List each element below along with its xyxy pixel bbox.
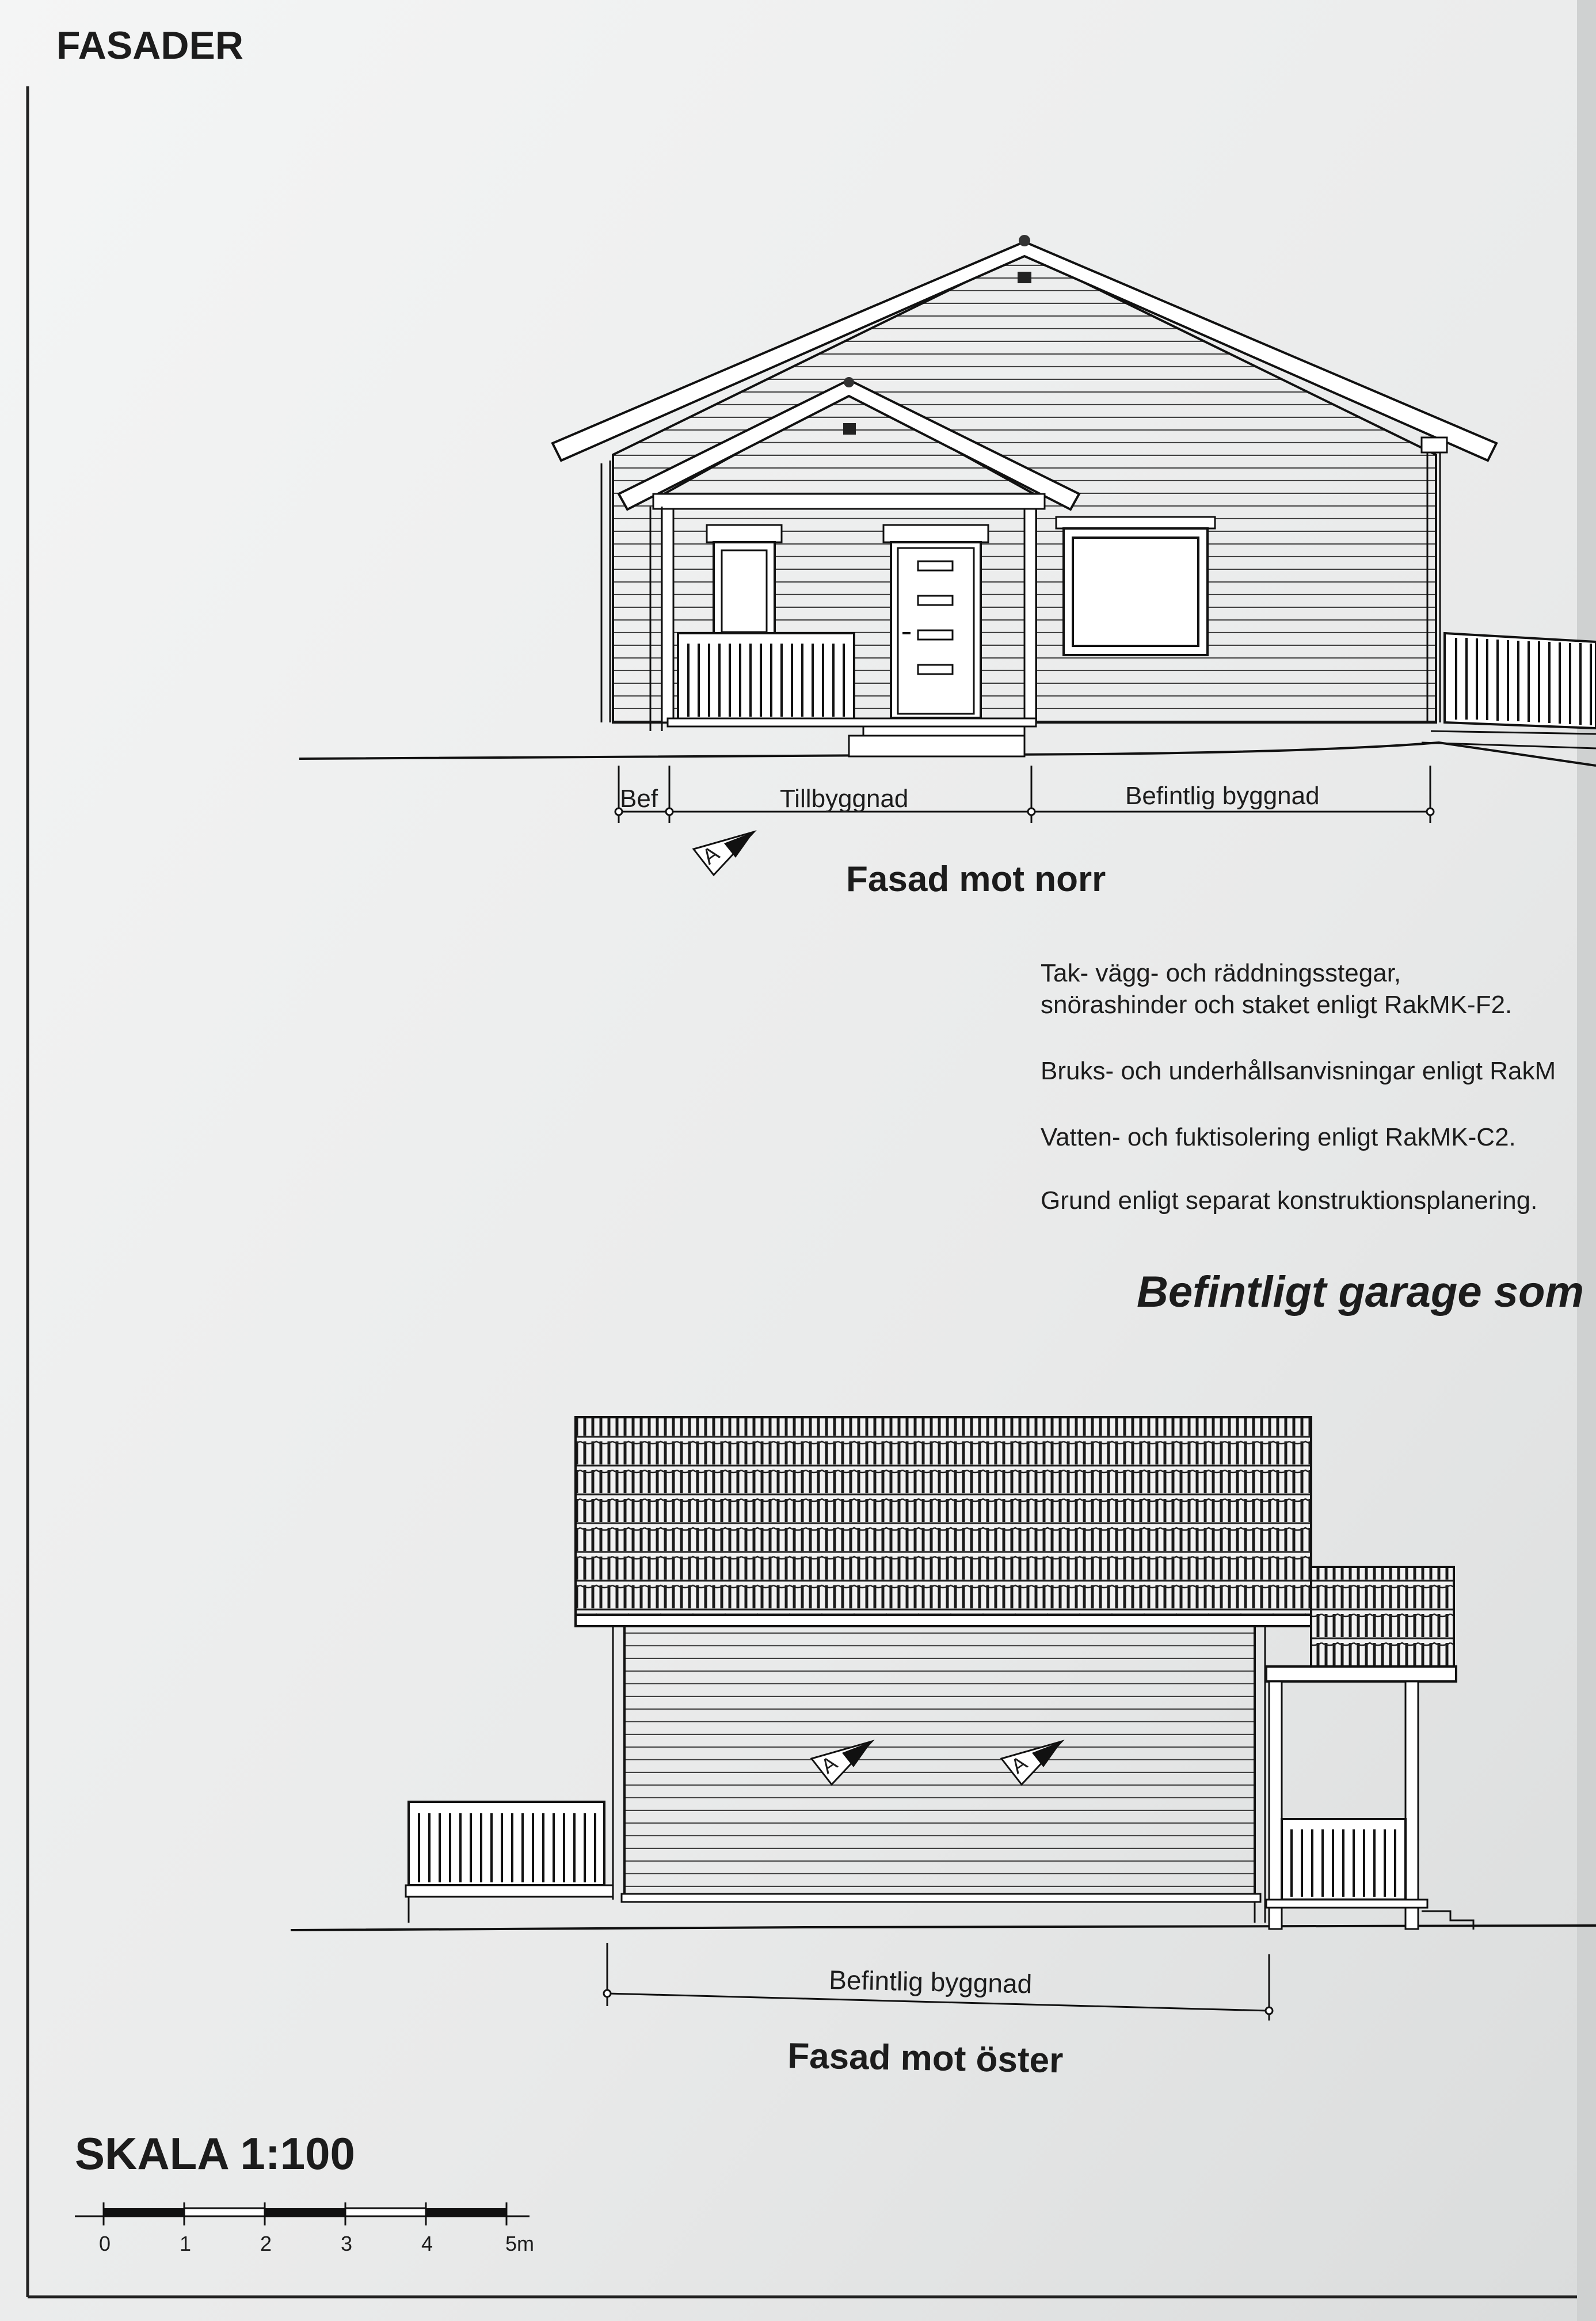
porch-step-1 (863, 726, 1024, 736)
svg-text:A: A (1006, 1751, 1031, 1779)
scale-tick-4: 4 (421, 2232, 433, 2255)
addition-ridge-cap (844, 377, 854, 387)
scale-tick-1: 1 (180, 2232, 192, 2255)
east-sill (622, 1894, 1260, 1902)
main-roof-eave (576, 1615, 1311, 1626)
porch-post-east-left (1269, 1681, 1282, 1929)
note-line-4: Vatten- och fuktisolering enligt RakMK-C2. (1041, 1123, 1516, 1151)
scale-tick-0: 0 (99, 2232, 111, 2255)
big-window-head (1056, 517, 1215, 528)
porch-post-right (1024, 509, 1036, 722)
dim-label-befintlig: Befintlig byggnad (1125, 782, 1320, 810)
right-gutter (1422, 437, 1447, 452)
porch-roof-beam (1266, 1666, 1456, 1681)
east-dim-label: Befintlig byggnad (828, 1965, 1033, 1999)
dim-label-tillbyggnad: Tillbyggnad (780, 785, 909, 813)
paper-edge (1577, 0, 1596, 2321)
dim-label-bef: Bef (620, 785, 658, 813)
svg-text:A: A (698, 841, 724, 870)
scale-tick-3: 3 (341, 2232, 353, 2255)
porch-beam (653, 494, 1045, 509)
porch-railing (678, 633, 854, 720)
sheet-title: FASADER (56, 24, 243, 67)
note-line-3: Bruks- och underhållsanvisningar enligt RakM (1041, 1057, 1556, 1085)
note-line-1: Tak- vägg- och räddningsstegar, (1041, 959, 1401, 987)
east-facade-title: Fasad mot öster (787, 2036, 1064, 2081)
porch-floor-east (1266, 1900, 1427, 1908)
scale-tick-5m: 5m (505, 2232, 535, 2255)
porch-railing-east (1282, 1819, 1405, 1900)
porch-post-left (662, 509, 673, 722)
porch-step-2 (849, 736, 1024, 756)
porch-tile-roof (1311, 1567, 1454, 1671)
note-line-2: snörashinder och staket enligt RakMK-F2. (1041, 991, 1513, 1019)
ridge-cap (1019, 235, 1030, 246)
small-window-pane (722, 550, 767, 632)
scale-title: SKALA 1:100 (75, 2128, 355, 2179)
main-tile-roof (576, 1417, 1311, 1620)
svg-text:A: A (816, 1751, 841, 1779)
garage-heading: Befintligt garage som (1137, 1268, 1584, 1316)
big-window-pane (1073, 538, 1198, 646)
porch-post-east-right (1405, 1681, 1418, 1929)
door-head (883, 525, 988, 542)
east-main-wall (624, 1626, 1255, 1900)
north-facade-title: Fasad mot norr (846, 859, 1106, 899)
scale-tick-2: 2 (260, 2232, 272, 2255)
gable-vent-addition (843, 423, 856, 435)
gable-vent-main (1018, 272, 1031, 283)
note-line-5: Grund enligt separat konstruktionsplanering. (1041, 1186, 1538, 1215)
porch-floor (668, 718, 1036, 726)
small-window-head (707, 525, 782, 542)
